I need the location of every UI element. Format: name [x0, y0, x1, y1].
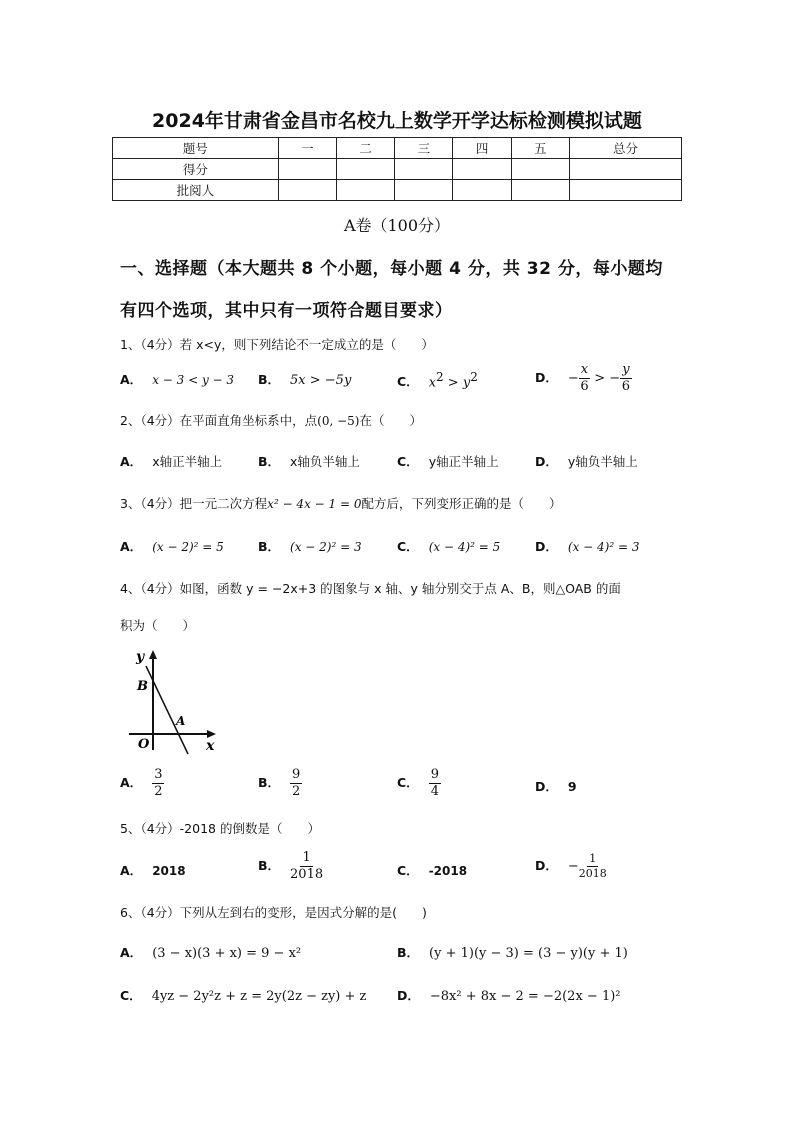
score-cell[interactable]: [569, 159, 681, 180]
x-label: x: [206, 738, 215, 754]
q5-option-c[interactable]: C． -2018: [397, 863, 468, 878]
q3-option-b[interactable]: B． (x − 2)² = 3: [258, 539, 362, 554]
part1-heading-cont: 有四个选项，其中只有一项符合题目要求）: [120, 301, 453, 321]
origin-label: O: [138, 737, 150, 752]
q6-option-d[interactable]: D． −8x² + 8x − 2 = −2(2x − 1)²: [397, 988, 621, 1004]
row-label: 得分: [113, 159, 279, 180]
score-cell[interactable]: [278, 159, 336, 180]
question-2: 2、（4分）在平面直角坐标系中，点(0, −5)在（ ）: [120, 413, 423, 428]
table-header: 一: [278, 138, 336, 159]
part1-heading: 一、选择题（本大题共 8 个小题，每小题 4 分，共 32 分，每小题均: [120, 259, 663, 279]
question-4-cont: 积为（ ）: [120, 618, 196, 633]
q2-option-c[interactable]: C． y轴正半轴上: [397, 454, 499, 469]
q5-option-b[interactable]: B． $\frac{1}{2018}$: [258, 850, 324, 882]
y-label: y: [136, 649, 145, 665]
score-cell[interactable]: [453, 180, 511, 201]
table-row: [113, 159, 682, 180]
score-cell[interactable]: [337, 159, 395, 180]
row-label: 批阅人: [113, 180, 279, 201]
score-cell[interactable]: [337, 180, 395, 201]
score-cell[interactable]: [453, 159, 511, 180]
question-6: 6、（4分）下列从左到右的变形，是因式分解的是( ): [120, 905, 427, 920]
score-cell[interactable]: [511, 180, 569, 201]
q2-option-b[interactable]: B． x轴负半轴上: [258, 454, 360, 469]
section-a-title: A卷（100分）: [343, 216, 451, 235]
q4-option-a[interactable]: A． $\frac{3}{2}$: [120, 767, 163, 799]
q1-option-c[interactable]: C． $x^2 > y^2$: [397, 370, 478, 391]
table-header: 三: [395, 138, 453, 159]
q4-option-d[interactable]: D． 9: [535, 779, 577, 794]
point-a-label: A: [176, 714, 186, 728]
q3-option-a[interactable]: A． (x − 2)² = 5: [120, 539, 224, 554]
q6-option-b[interactable]: B． (y + 1)(y − 3) = (3 − y)(y + 1): [397, 945, 628, 961]
q3-option-d[interactable]: D． (x − 4)² = 3: [535, 539, 640, 554]
q5-option-d[interactable]: D． − $\frac{1}{2018}$: [535, 852, 607, 880]
table-row: [113, 138, 682, 159]
score-table: [112, 137, 682, 201]
table-header: 题号: [113, 138, 279, 159]
q1-option-d[interactable]: D． − $\frac{x}{6}$ > − $\frac{y}{6}$: [535, 362, 631, 394]
q4-option-b[interactable]: B． $\frac{9}{2}$: [258, 767, 301, 799]
score-cell[interactable]: [395, 159, 453, 180]
score-cell[interactable]: [569, 180, 681, 201]
table-header: 二: [337, 138, 395, 159]
q2-option-a[interactable]: A． x轴正半轴上: [120, 454, 223, 469]
q1-option-b[interactable]: B． 5x > −5y: [258, 372, 352, 388]
q4-graph-figure: [126, 646, 226, 758]
score-cell[interactable]: [395, 180, 453, 201]
q4-option-c[interactable]: C． $\frac{9}{4}$: [397, 767, 439, 799]
table-header: 总分: [569, 138, 681, 159]
x-axis-arrow: [207, 730, 216, 738]
table-row: [113, 180, 682, 201]
q1-option-a[interactable]: A． x − 3 < y − 3: [120, 372, 235, 387]
question-3: 3、（4分）把一元二次方程x² − 4x − 1 = 0配方后，下列变形正确的是（ ）: [120, 496, 562, 511]
q6-option-c[interactable]: C． 4yz − 2y²z + z = 2y(2z − zy) + z: [120, 988, 367, 1004]
table-header: 五: [511, 138, 569, 159]
exam-title: 2024年甘肃省金昌市名校九上数学开学达标检测模拟试题: [152, 110, 642, 132]
question-5: 5、（4分）-2018 的倒数是（ ）: [120, 821, 320, 836]
table-header: 四: [453, 138, 511, 159]
score-cell[interactable]: [511, 159, 569, 180]
point-b-label: B: [137, 679, 148, 694]
y-axis-arrow: [149, 650, 157, 659]
question-1: 1、（4分）若 x<y，则下列结论不一定成立的是（ ）: [120, 337, 434, 352]
q5-option-a[interactable]: A． 2018: [120, 863, 186, 878]
q2-option-d[interactable]: D． y轴负半轴上: [535, 454, 638, 469]
score-cell[interactable]: [278, 180, 336, 201]
q3-option-c[interactable]: C． (x − 4)² = 5: [397, 539, 501, 554]
q6-option-a[interactable]: A． (3 − x)(3 + x) = 9 − x²: [120, 945, 302, 961]
question-4: 4、（4分）如图，函数 y = −2x+3 的图象与 x 轴、y 轴分别交于点 A、B，则△OAB 的面: [120, 581, 621, 596]
